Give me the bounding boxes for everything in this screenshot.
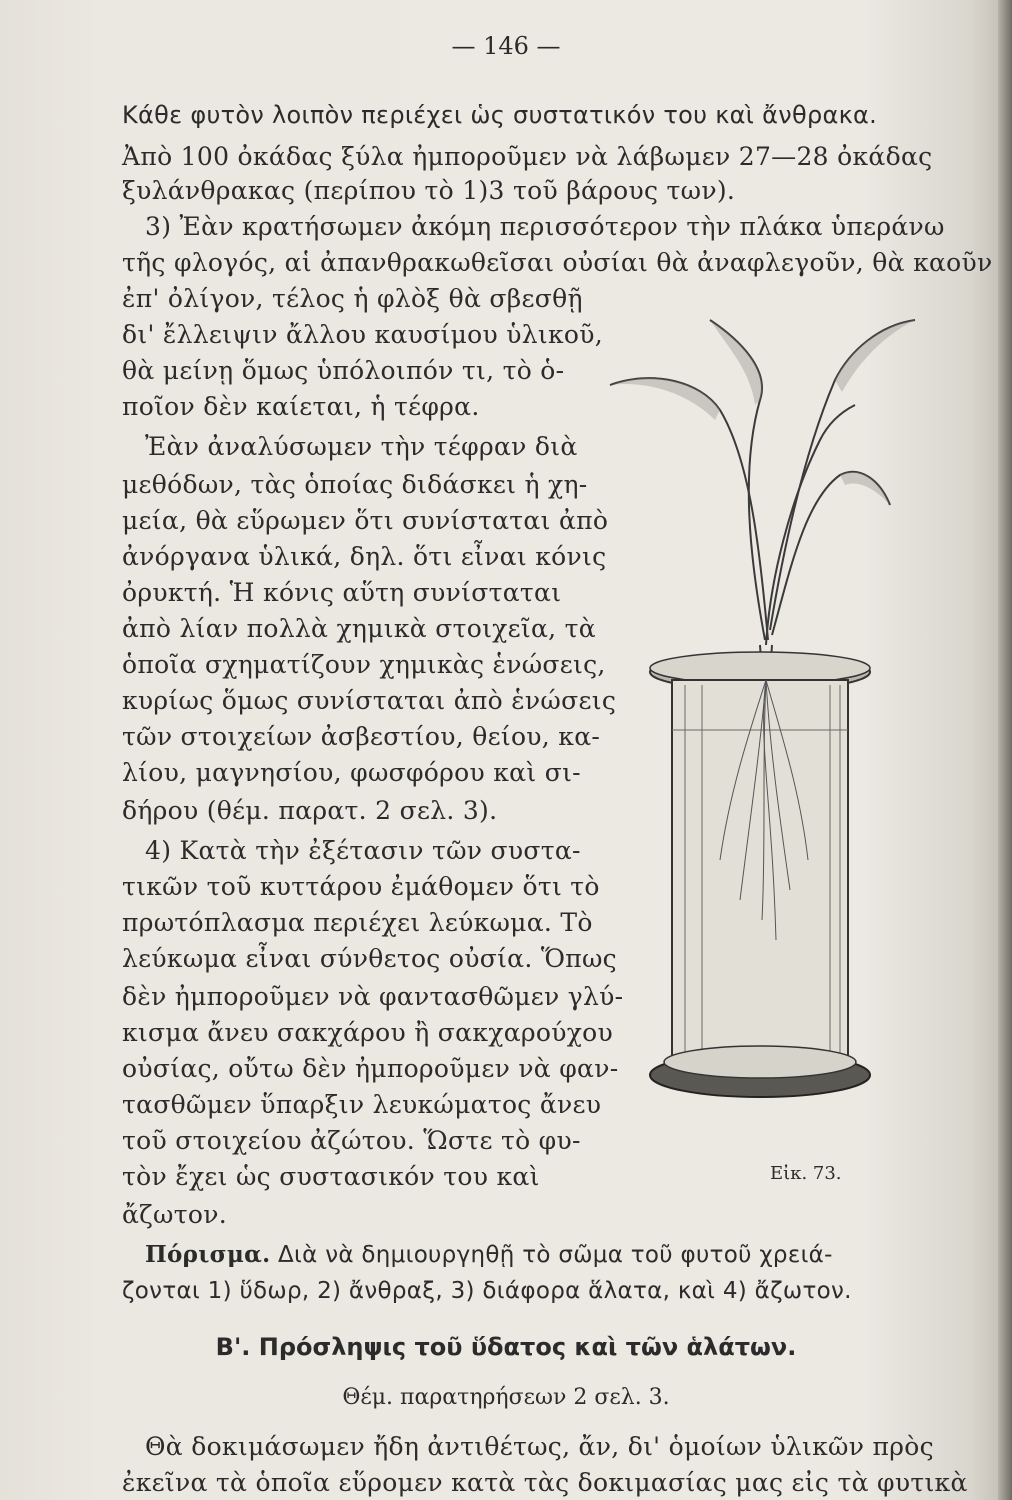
text-line: ἐκεῖνα τὰ ὁποῖα εὕρομεν κατὰ τὰς δοκιμασίας μας εἰς τὰ φυτικὰ [122,1468,968,1497]
conclusion-line-2: ζονται 1) ὕδωρ, 2) ἄνθραξ, 3) διάφορα ἅλατα, καὶ 4) ἄζωτον. [122,1278,852,1304]
text-line: ὁποῖα σχηματίζουν χημικὰς ἑνώσεις, [122,650,606,679]
text-line: ποῖον δὲν καίεται, ἡ τέφρα. [122,392,480,421]
text-line: μεία, θὰ εὕρωμεν ὅτι συνίσταται ἀπὸ [122,506,609,535]
text-line: Ἀπὸ 100 ὀκάδας ξύλα ἠμποροῦμεν νὰ λάβωμεν 27—28 ὀκάδας [122,142,933,171]
text-line: λίου, μαγνησίου, φωσφόρου καὶ σι- [122,758,581,787]
text-line: κυρίως ὅμως συνίσταται ἀπὸ ἑνώσεις [122,686,617,715]
text-line: πρωτόπλασμα περιέχει λεύκωμα. Τὸ [122,908,593,937]
text-line: ὀρυκτή. Ἡ κόνις αὕτη συνίσταται [122,578,562,607]
text-line: τασθῶμεν ὕπαρξιν λευκώματος ἄνευ [122,1090,602,1119]
text-line: λεύκωμα εἶναι σύνθετος οὐσία. Ὅπως [122,944,617,973]
text-line: Ἐὰν ἀναλύσωμεν τὴν τέφραν διὰ [145,432,578,461]
text-line: 4) Κατὰ τὴν ἐξέτασιν τῶν συστα- [145,836,581,865]
plant-in-jar-illustration [590,300,950,1160]
section-reference: Θέμ. παρατηρήσεων 2 σελ. 3. [342,1385,670,1410]
text-line: τῶν στοιχείων ἀσβεστίου, θείου, κα- [122,722,601,751]
text-line: ἄζωτον. [122,1200,227,1229]
book-spine-shadow [998,0,1012,1500]
text-line: Κάθε φυτὸν λοιπὸν περιέχει ὡς συστατικόν του καὶ ἄνθρακα. [122,101,878,129]
text-line: Θὰ δοκιμάσωμεν ἤδη ἀντιθέτως, ἄν, δι' ὁμοίων ὑλικῶν πρὸς [145,1432,934,1461]
text-line: ξυλάνθρακας (περίπου τὸ 1)3 τοῦ βάρους των). [122,176,736,205]
figure-caption: Εἰκ. 73. [770,1163,842,1184]
text-line: τοῦ στοιχείου ἀζώτου. Ὥστε τὸ φυ- [122,1126,581,1155]
leaf [772,472,890,635]
conclusion-line-1 [145,1240,833,1270]
text-line: μεθόδων, τὰς ὁποίας διδάσκει ἡ χη- [122,470,588,499]
text-line: τῆς φλογός, αἱ ἀπανθρακωθεῖσαι οὐσίαι θὰ ἀναφλεγοῦν, θὰ καοῦν [122,248,993,277]
conclusion-text: Διὰ νὰ δημιουργηθῇ τὸ σῶμα τοῦ φυτοῦ χρειά- [278,1242,833,1268]
text-line: δι' ἔλλειψιν ἄλλου καυσίμου ὑλικοῦ, [122,320,604,349]
section-heading: Β'. Πρόσληψις τοῦ ὕδατος καὶ τῶν ἁλάτων. [215,1333,797,1361]
text-line: 3) Ἐὰν κρατήσωμεν ἀκόμη περισσότερον τὴν πλάκα ὑπεράνω [145,212,945,241]
text-line: θὰ μείνῃ ὅμως ὑπόλοιπόν τι, τὸ ὁ- [122,356,565,385]
text-line: κισμα ἄνευ σακχάρου ἢ σακχαρούχου [122,1018,614,1047]
text-line: τὸν ἔχει ὡς συστασικόν του καὶ [122,1162,540,1191]
conclusion-label: Πόρισμα. [145,1241,271,1268]
text-line: ἀνόργανα ὑλικά, δηλ. ὅτι εἶναι κόνις [122,542,607,571]
text-line: τικῶν τοῦ κυττάρου ἐμάθομεν ὅτι τὸ [122,872,600,901]
text-line: οὐσίας, οὔτω δὲν ἠμποροῦμεν νὰ φαν- [122,1054,619,1083]
text-line: δὲν ἠμποροῦμεν νὰ φαντασθῶμεν γλύ- [122,982,624,1011]
page-number: — 146 — [451,32,561,60]
text-line: ἐπ' ὀλίγον, τέλος ἡ φλὸξ θὰ σβεσθῇ [122,284,583,313]
text-line: δήρου (θέμ. παρατ. 2 σελ. 3). [122,796,498,825]
leaf [610,378,768,640]
text-line: ἀπὸ λίαν πολλὰ χημικὰ στοιχεῖα, τὰ [122,614,596,643]
